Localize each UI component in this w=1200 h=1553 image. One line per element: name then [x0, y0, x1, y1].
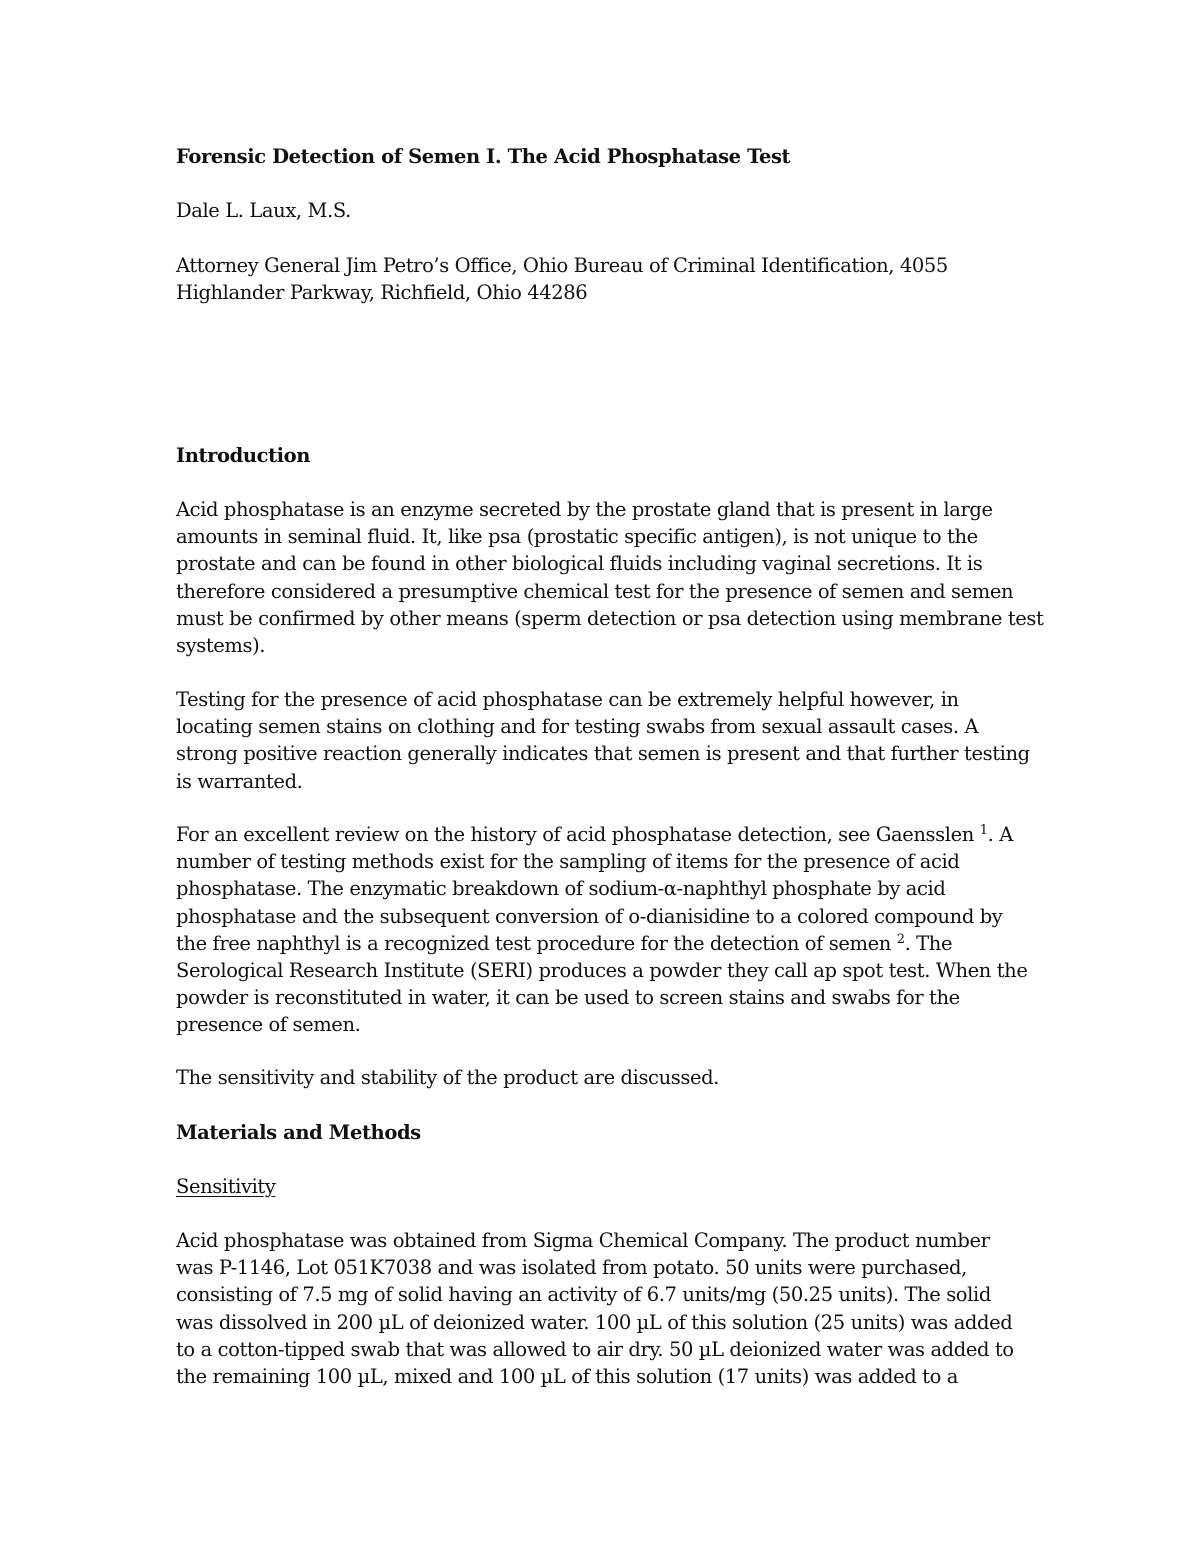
- text-line: therefore considered a presumptive chemical test for the presence of semen and semen: [176, 579, 1014, 603]
- text-line: must be confirmed by other means (sperm detection or psa detection using membrane test: [176, 606, 1044, 630]
- author-line: [176, 197, 1036, 224]
- subsection-heading: Sensitivity: [176, 1175, 276, 1198]
- intro-paragraph-4: [176, 1064, 1036, 1091]
- text-fragment: . The: [904, 931, 953, 955]
- section-heading: Materials and Methods: [176, 1121, 421, 1144]
- text-line: [176, 930, 1036, 957]
- text-line: Testing for the presence of acid phosphatase can be extremely helpful however, in: [176, 688, 959, 711]
- text-line: prostate and can be found in other biological fluids including vaginal secretions. It is: [176, 552, 983, 576]
- text-fragment: . A: [987, 823, 1013, 846]
- text-line: to a cotton-tipped swab that was allowed to air dry. 50 µL deionized water was added to: [176, 1337, 1014, 1361]
- text-line: systems).: [176, 633, 266, 657]
- text-line: consisting of 7.5 mg of solid having an activity of 6.7 units/mg (50.25 units). The solid: [176, 1283, 991, 1307]
- text-line: strong positive reaction generally indicates that semen is present and that further testing: [176, 742, 1030, 766]
- text-line: The sensitivity and stability of the product are discussed.: [176, 1066, 719, 1089]
- text-line: phosphatase and the subsequent conversion of o-dianisidine to a colored compound by: [176, 904, 1003, 928]
- text-line: locating semen stains on clothing and for testing swabs from sexual assault cases. A: [176, 715, 979, 739]
- text-line: Serological Research Institute (SERI) produces a powder they call ap spot test. When the: [176, 958, 1028, 982]
- methods-heading: [176, 1119, 1036, 1146]
- text-fragment: For an excellent review on the history of acid phosphatase detection, see Gaensslen: [176, 823, 980, 846]
- text-line: [176, 821, 1036, 848]
- affiliation: [176, 252, 1036, 306]
- text-line: Acid phosphatase is an enzyme secreted by the prostate gland that is present in large: [176, 498, 993, 521]
- affiliation-line: Highlander Parkway, Richfield, Ohio 44286: [176, 281, 588, 305]
- text-line: presence of semen.: [176, 1013, 361, 1037]
- paper-title: [176, 143, 1036, 170]
- reference-2: 2: [896, 931, 905, 947]
- affiliation-line: Attorney General Jim Petro’s Office, Ohio Bureau of Criminal Identification, 4055: [176, 254, 948, 277]
- introduction-heading: [176, 442, 1036, 469]
- intro-paragraph-1: [176, 496, 1044, 659]
- text-line: amounts in seminal fluid. It, like psa (prostatic specific antigen), is not unique to the: [176, 525, 978, 549]
- text-line: was dissolved in 200 µL of deionized water. 100 µL of this solution (25 units) was added: [176, 1310, 1013, 1334]
- text-line: was P-1146, Lot 051K7038 and was isolated from potato. 50 units were purchased,: [176, 1256, 967, 1280]
- intro-paragraph-3: [176, 821, 1036, 1039]
- section-heading: Introduction: [176, 444, 311, 467]
- text-line: is warranted.: [176, 769, 303, 793]
- reference-1: 1: [979, 823, 988, 838]
- intro-paragraph-2: [176, 686, 1036, 795]
- text-fragment: the free naphthyl is a recognized test procedure for the detection of semen: [176, 931, 897, 955]
- text-line: number of testing methods exist for the sampling of items for the presence of acid: [176, 850, 960, 874]
- title-text: Forensic Detection of Semen I. The Acid Phosphatase Test: [176, 145, 791, 168]
- text-line: the remaining 100 µL, mixed and 100 µL of this solution (17 units) was added to a: [176, 1364, 958, 1388]
- text-line: powder is reconstituted in water, it can be used to screen stains and swabs for the: [176, 986, 960, 1010]
- text-line: Acid phosphatase was obtained from Sigma Chemical Company. The product number: [176, 1229, 990, 1252]
- text-line: phosphatase. The enzymatic breakdown of sodium-α-naphthyl phosphate by acid: [176, 877, 946, 901]
- author-name: Dale L. Laux, M.S.: [176, 199, 351, 222]
- methods-paragraph-1: [176, 1227, 1036, 1390]
- sensitivity-subheading: [176, 1173, 1036, 1200]
